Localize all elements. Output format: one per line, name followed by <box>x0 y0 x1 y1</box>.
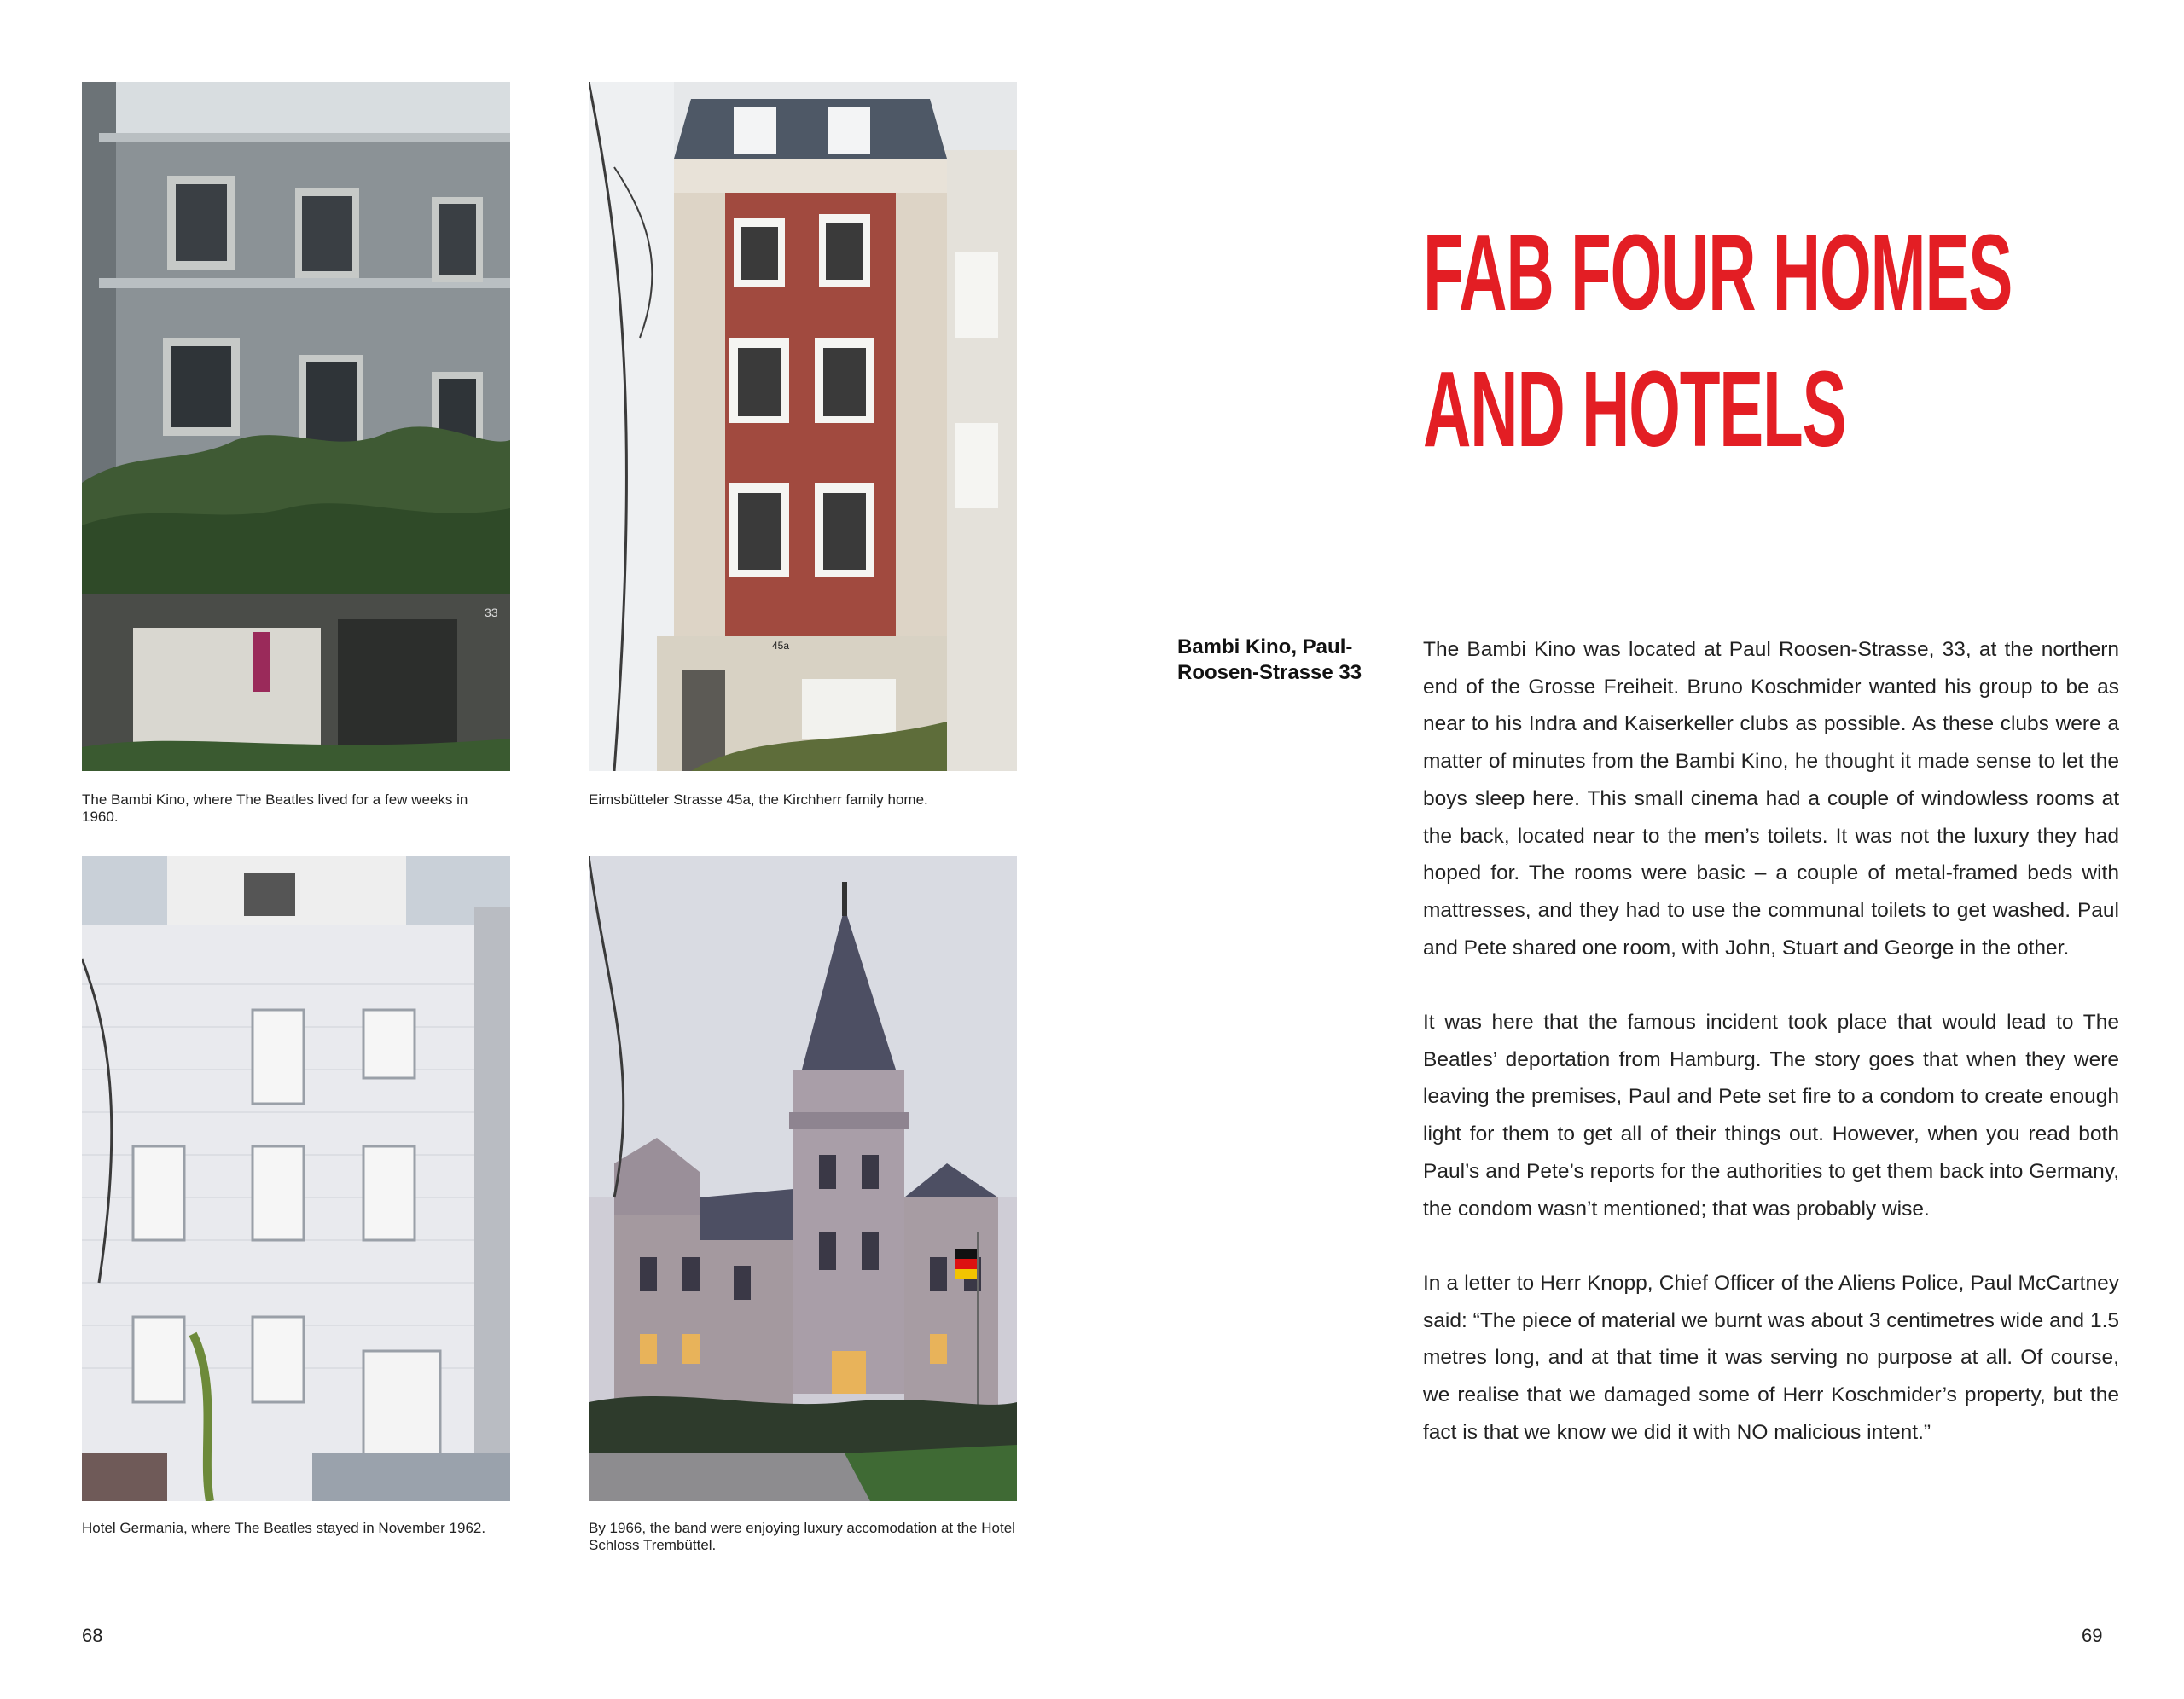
paragraph-1: The Bambi Kino was located at Paul Roosen-Strasse, 33, at the northern end of the Grosse Freiheit. Bruno Koschmider wanted his group to be as near to his Indra and Kaiserkeller clubs as possible. As these clubs were a matter of minutes from the Bambi Kino, he thought it made sense to let the boys sleep here. This small cinema had a couple of windowless rooms at the back, located near to the men’s toilets. It was not the luxury they had hoped for. The rooms were basic – a couple of metal-framed beds with mattresses, and they had to use the communal toilets to get washed. Paul and Pete shared one room, with John, Stuart and George in the other. <box>1423 638 2119 960</box>
right-page <box>1092 0 2184 1699</box>
paragraph-2: It was here that the famous incident took place that would lead to The Beatles’ deportation from Hamburg. The story goes that when they were leaving the premises, Paul and Pete set fire to a condom to create enough light for them to get all of their things out. However, when you read both Paul’s and Pete’s reports for the authorities to get them back into Germany, the condom wasn’t mentioned; that was probably wise. <box>1423 1011 2119 1221</box>
eimsbutteler-strasse-caption: Eimsbütteler Strasse 45a, the Kirchherr family home. <box>589 792 928 808</box>
side-heading: Bambi Kino, Paul-Roosen-Strasse 33 <box>1177 635 1362 684</box>
page-number-left: 68 <box>82 1625 103 1646</box>
eimsbutteler-strasse-photo <box>589 82 1017 771</box>
hotel-schloss-trembuttel-photo <box>589 856 1017 1501</box>
hotel-germania-caption: Hotel Germania, where The Beatles stayed in November 1962. <box>82 1520 486 1536</box>
hotel-schloss-trembuttel-caption: By 1966, the band were enjoying luxury accomodation at the Hotel Schloss Trembüttel. <box>589 1520 1015 1553</box>
chapter-title-line-1: FAB FOUR HOMES <box>1423 212 2013 333</box>
chapter-title <box>1423 205 2013 478</box>
house-number-45a: 45a <box>772 640 790 652</box>
bambi-kino-photo <box>82 82 510 771</box>
page-number-right: 69 <box>2082 1625 2103 1646</box>
hotel-germania-photo <box>82 856 510 1501</box>
house-number-33: 33 <box>485 606 498 619</box>
bambi-kino-caption: The Bambi Kino, where The Beatles lived for a few weeks in 1960. <box>82 792 468 825</box>
chapter-title-line-2: AND HOTELS <box>1423 349 1846 469</box>
body-text <box>1423 631 2119 1488</box>
paragraph-3: In a letter to Herr Knopp, Chief Officer of the Aliens Police, Paul McCartney said: “The piece of material we burnt was about 3 centimetres wide and 1.5 metres long, and at that time it was serving no purpose at all. Of course, we realise that we damaged some of Herr Koschmider’s property, but the fact is that we know we did it with NO malicious intent.” <box>1423 1271 2119 1444</box>
